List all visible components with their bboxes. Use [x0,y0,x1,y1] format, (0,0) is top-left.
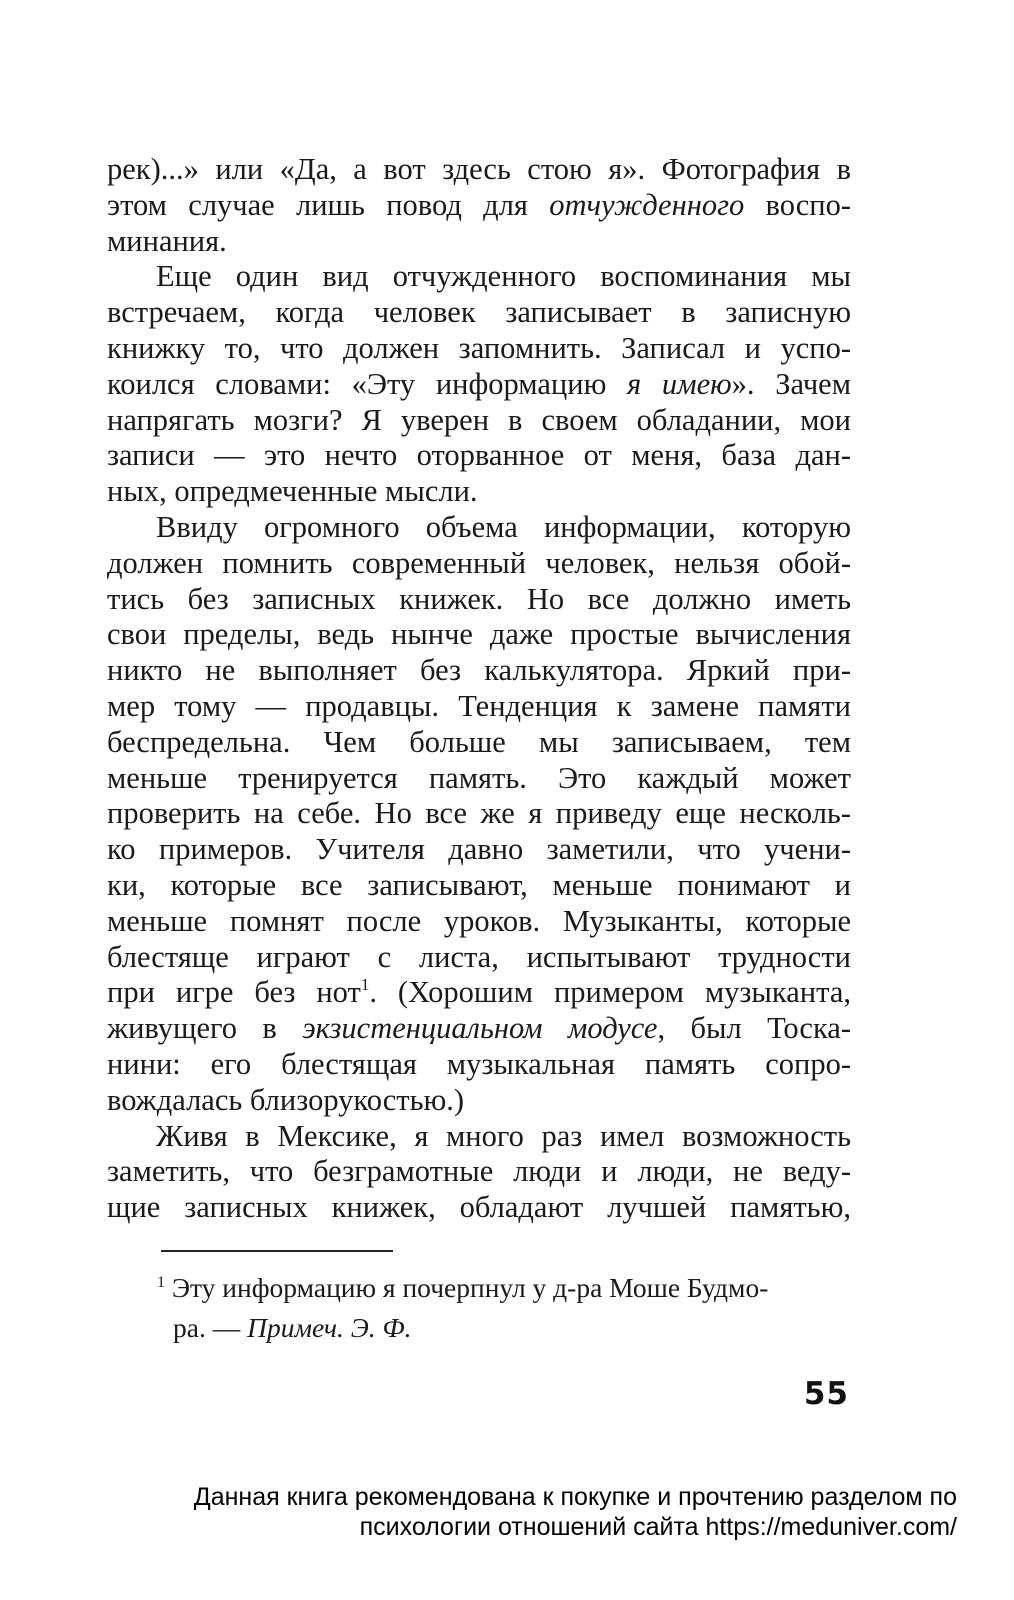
text-line: живущего в экзистенциальном модусе, был Тоска- [107,1011,852,1046]
text-line: заметить, что безграмотные люди и люди, не веду- [107,1154,851,1189]
paragraph-first-line: Еще один вид отчужденного воспоминания мы [156,259,851,294]
footnote-line: $^1$ Эту информацию я почерпнул у д-ра Моше Будмо- [157,1272,769,1303]
text-line: записи — это нечто оторванное от меня, база дан- [107,438,851,473]
footnote-line: ра. — Примеч. Э. Ф. [173,1312,412,1343]
text-line: нини: его блестящая музыкальная память сопро- [107,1046,851,1081]
text-line: проверить на себе. Но все же я приведу еще несколь- [107,796,851,831]
text-line: встречаем, когда человек записывает в записную [107,295,851,330]
footnote-marker: 1 [157,1274,165,1291]
site-notice-line: психологии отношений сайта https://meduniver.com/ [359,1513,957,1541]
text-line: должен помнить современный человек, нельзя обой- [107,545,851,580]
text-line: вождалась близорукостью.) [107,1082,465,1117]
text-line: коился словами: «Эту информацию я имею». Зачем [107,366,851,401]
text-line: рек)...» или «Да, а вот здесь стою я». Фотография в [107,152,851,186]
footnote-divider [161,1250,393,1252]
body-text [107,152,851,1226]
site-notice [0,1482,1014,1542]
footnote [157,1268,851,1348]
paragraph-first-line: Ввиду огромного объема информации, которую [156,509,851,544]
text-line: щие записных книжек, обладают лучшей памятью, [107,1190,851,1225]
text-line: блестяще играют с листа, испытывают трудности [107,939,851,974]
text-line: никто не выполняет без калькулятора. Яркий при- [107,653,851,688]
site-notice-line: Данная книга рекомендована к покупке и прочтению разделом по [193,1483,957,1511]
text-line: ных, опредмеченные мысли. [107,474,478,509]
text-line: ко примеров. Учителя давно заметили, что учени- [107,832,851,867]
text-line: напрягать мозги? Я уверен в своем обладании, мои [107,402,851,437]
text-line: беспредельна. Чем больше мы записываем, тем [107,724,851,759]
paragraph-first-line: Живя в Мексике, я много раз имел возможность [156,1118,851,1153]
text-line: тись без записных книжек. Но все должно иметь [107,581,851,616]
text-line: при игре без нот$^1$. (Хорошим примером музыканта, [107,975,851,1010]
text-line: мер тому — продавцы. Тенденция к замене памяти [107,688,851,723]
text-line: книжку то, что должен запомнить. Записал и успо- [107,330,851,365]
text-line: минания. [107,223,227,258]
text-line: ки, которые все записывают, меньше понимают и [107,867,851,902]
text-line: этом случае лишь повод для отчужденного воспо- [107,187,851,222]
text-line: меньше помнят после уроков. Музыканты, которые [107,903,851,938]
page-number: 55 [803,1376,849,1412]
text-line: свои пределы, ведь нынче даже простые вычисления [107,617,851,652]
text-line: меньше тренируется память. Это каждый может [107,760,851,795]
footnote-reference: 1 [360,975,370,995]
